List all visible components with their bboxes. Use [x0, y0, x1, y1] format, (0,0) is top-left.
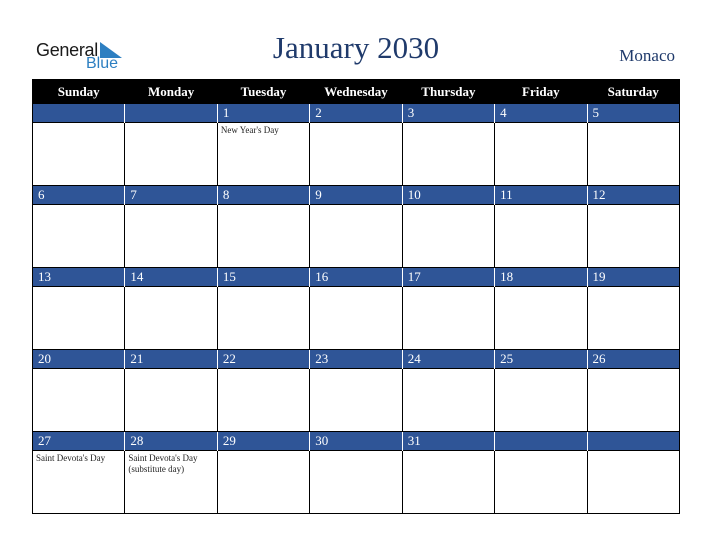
date-number: 13	[33, 268, 125, 287]
date-number: 29	[217, 432, 309, 451]
day-cell[interactable]	[33, 287, 125, 350]
day-cell[interactable]	[217, 369, 309, 432]
day-cell[interactable]	[217, 287, 309, 350]
weekday-header-row	[33, 80, 680, 104]
date-number: 8	[217, 186, 309, 205]
date-number: 11	[495, 186, 587, 205]
country-label: Monaco	[619, 46, 675, 65]
day-cell[interactable]	[125, 123, 217, 186]
day-cell[interactable]	[125, 205, 217, 268]
date-number: 21	[125, 350, 217, 369]
day-cell[interactable]	[495, 451, 587, 514]
day-cell[interactable]	[217, 451, 309, 514]
date-number	[587, 432, 679, 451]
date-number: 27	[33, 432, 125, 451]
weekday-header: Wednesday	[310, 80, 402, 104]
day-cell[interactable]	[310, 123, 402, 186]
date-number: 28	[125, 432, 217, 451]
day-cell[interactable]	[587, 287, 679, 350]
day-cell[interactable]	[402, 287, 494, 350]
weekday-header: Monday	[125, 80, 217, 104]
day-cell[interactable]	[495, 123, 587, 186]
day-cell-row	[33, 123, 680, 186]
day-cell[interactable]	[33, 205, 125, 268]
day-cell[interactable]	[33, 451, 125, 514]
date-number	[125, 104, 217, 123]
day-cell[interactable]	[495, 287, 587, 350]
day-cell[interactable]	[587, 451, 679, 514]
date-number: 26	[587, 350, 679, 369]
date-number: 31	[402, 432, 494, 451]
day-cell[interactable]	[310, 451, 402, 514]
date-number: 17	[402, 268, 494, 287]
day-cell[interactable]	[402, 369, 494, 432]
day-cell[interactable]	[495, 205, 587, 268]
date-number: 4	[495, 104, 587, 123]
day-cell[interactable]	[587, 369, 679, 432]
day-cell[interactable]	[217, 123, 309, 186]
date-number-row	[33, 432, 680, 451]
date-number	[33, 104, 125, 123]
date-number: 12	[587, 186, 679, 205]
date-number: 30	[310, 432, 402, 451]
day-cell[interactable]	[587, 205, 679, 268]
weekday-header: Saturday	[587, 80, 679, 104]
day-cell[interactable]	[402, 123, 494, 186]
weekday-header: Thursday	[402, 80, 494, 104]
date-number: 20	[33, 350, 125, 369]
holiday-label: New Year's Day	[220, 125, 279, 135]
day-cell[interactable]	[33, 123, 125, 186]
day-cell[interactable]	[310, 287, 402, 350]
date-number	[495, 432, 587, 451]
date-number: 10	[402, 186, 494, 205]
date-number: 24	[402, 350, 494, 369]
day-cell[interactable]	[125, 369, 217, 432]
day-cell[interactable]	[587, 123, 679, 186]
day-cell[interactable]	[402, 205, 494, 268]
calendar-body	[33, 104, 680, 514]
day-cell[interactable]	[495, 369, 587, 432]
day-cell-row	[33, 451, 680, 514]
date-number: 18	[495, 268, 587, 287]
weekday-header: Sunday	[33, 80, 125, 104]
date-number: 9	[310, 186, 402, 205]
date-number: 15	[217, 268, 309, 287]
date-number: 6	[33, 186, 125, 205]
date-number: 7	[125, 186, 217, 205]
date-number: 5	[587, 104, 679, 123]
logo-text-blue: Blue	[86, 55, 119, 72]
day-cell[interactable]	[125, 451, 217, 514]
month-calendar	[32, 79, 680, 514]
weekday-header: Tuesday	[217, 80, 309, 104]
date-number: 23	[310, 350, 402, 369]
day-cell-row	[33, 369, 680, 432]
date-number: 2	[310, 104, 402, 123]
holiday-label: Saint Devota's Day	[36, 453, 106, 463]
weekday-header: Friday	[495, 80, 587, 104]
date-number: 22	[217, 350, 309, 369]
date-number: 19	[587, 268, 679, 287]
date-number-row	[33, 104, 680, 123]
date-number: 3	[402, 104, 494, 123]
date-number-row	[33, 268, 680, 287]
date-number: 14	[125, 268, 217, 287]
date-number: 16	[310, 268, 402, 287]
day-cell-row	[33, 287, 680, 350]
date-number-row	[33, 186, 680, 205]
day-cell[interactable]	[310, 205, 402, 268]
date-number: 1	[217, 104, 309, 123]
day-cell[interactable]	[33, 369, 125, 432]
calendar-title: January 2030	[272, 30, 440, 65]
day-cell-row	[33, 205, 680, 268]
day-cell[interactable]	[217, 205, 309, 268]
logo-text-general: General	[36, 40, 98, 60]
holiday-label: Saint Devota's Day (substitute day)	[128, 453, 198, 474]
date-number: 25	[495, 350, 587, 369]
day-cell[interactable]	[310, 369, 402, 432]
day-cell[interactable]	[125, 287, 217, 350]
day-cell[interactable]	[402, 451, 494, 514]
date-number-row	[33, 350, 680, 369]
